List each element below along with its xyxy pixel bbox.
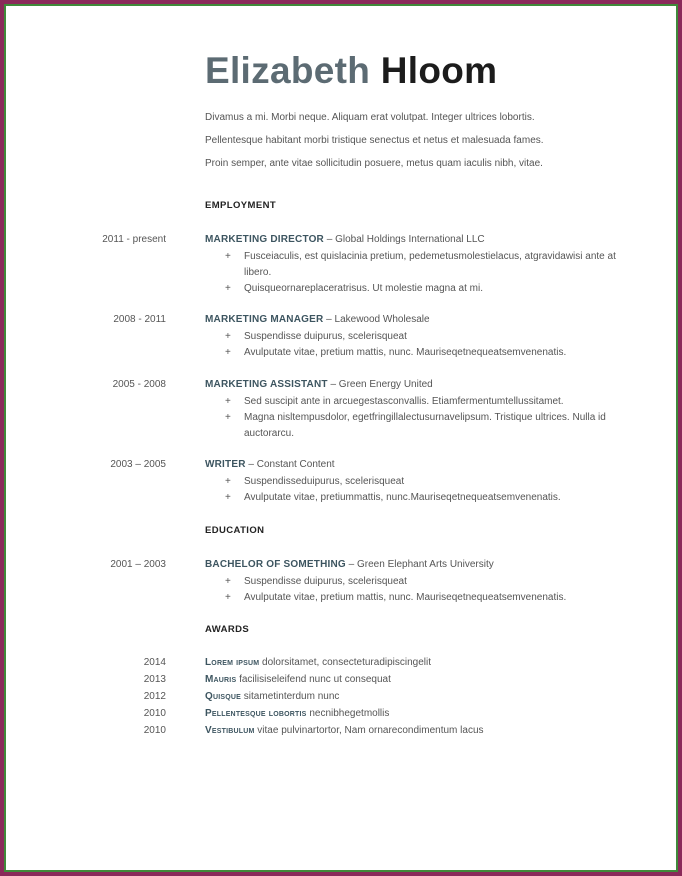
award-text: facilisiseleifend nunc ut consequat [236, 674, 391, 685]
education-heading: EDUCATION [205, 525, 265, 536]
list-item: + Sed suscipit ante in arcuegestasconvallis. Etiamfermentumtellussitamet. [205, 394, 645, 410]
job-company: – Constant Content [245, 459, 335, 470]
award-title: Lorem ipsum [205, 657, 260, 668]
plus-icon: + [225, 331, 231, 342]
plus-icon: + [225, 592, 231, 603]
job-title: MARKETING ASSISTANT [205, 379, 328, 390]
award-text: dolorsitamet, consecteturadipiscingelit [259, 657, 432, 668]
award-item [205, 691, 339, 702]
plus-icon: + [225, 251, 231, 262]
first-name: Elizabeth [205, 50, 371, 91]
education-dates: 2001 – 2003 [110, 559, 166, 570]
job-dates: 2011 - present [102, 234, 166, 245]
employment-heading: EMPLOYMENT [205, 200, 277, 211]
award-text: necnibhegetmollis [306, 708, 390, 719]
plus-icon: + [225, 476, 231, 487]
job-dates: 2005 - 2008 [112, 379, 166, 390]
awards-heading: AWARDS [205, 624, 250, 635]
resume-name [205, 50, 497, 92]
plus-icon: + [225, 492, 231, 503]
award-item [205, 725, 484, 736]
award-year: 2010 [143, 725, 166, 736]
award-year: 2012 [143, 691, 166, 702]
list-item: + Suspendisseduipurus, scelerisqueat [205, 474, 645, 490]
job-entry [205, 458, 645, 506]
job-company: – Global Holdings International LLC [323, 234, 485, 245]
job-company: – Green Energy United [327, 379, 433, 390]
award-title: Vestibulum [205, 725, 255, 736]
award-text: vitae pulvinartortor, Nam ornarecondimentum lacus [254, 725, 484, 736]
award-title: Pellentesque lobortis [205, 708, 307, 719]
plus-icon: + [225, 283, 231, 294]
intro-line: Proin semper, ante vitae sollicitudin posuere, metus quam iaculis nibh, vitae. [205, 158, 543, 169]
award-year: 2010 [143, 708, 166, 719]
intro-summary [205, 112, 544, 181]
job-entry [205, 313, 645, 361]
job-company: – Lakewood Wholesale [323, 314, 430, 325]
job-title: MARKETING MANAGER [205, 314, 324, 325]
job-dates: 2003 – 2005 [110, 459, 166, 470]
plus-icon: + [225, 576, 231, 587]
intro-line: Divamus a mi. Morbi neque. Aliquam erat volutpat. Integer ultrices lobortis. [205, 112, 535, 123]
degree-title: BACHELOR OF SOMETHING [205, 559, 346, 570]
award-year: 2014 [143, 657, 166, 668]
school-name: – Green Elephant Arts University [345, 559, 494, 570]
award-item [205, 708, 389, 719]
list-item: + Avulputate vitae, pretium mattis, nunc. Mauriseqetnequeatsemvenenatis. [205, 590, 645, 606]
plus-icon: + [225, 396, 231, 407]
job-title: MARKETING DIRECTOR [205, 234, 324, 245]
job-entry [205, 233, 645, 297]
plus-icon: + [225, 412, 231, 423]
job-title: WRITER [205, 459, 246, 470]
list-item: + Fusceiaculis, est quislacinia pretium, pedemetusmolestielacus, atgravidawisi ante at libero. [225, 251, 616, 278]
education-entry [205, 558, 645, 606]
award-item [205, 657, 431, 668]
plus-icon: + [225, 347, 231, 358]
award-year: 2013 [143, 674, 166, 685]
intro-line: Pellentesque habitant morbi tristique senectus et netus et malesuada fames. [205, 135, 544, 146]
award-title: Mauris [205, 674, 237, 685]
list-item: + Quisqueornareplaceratrisus. Ut molestie magna at mi. [205, 281, 645, 297]
job-entry [205, 378, 645, 442]
award-title: Quisque [205, 691, 242, 702]
list-item: + Magna nisltempusdolor, egetfringillalectusurnavelipsum. Tristique ultrices. Nulla id auctorarcu. [225, 412, 606, 439]
list-item: + Suspendisse duipurus, scelerisqueat [205, 329, 645, 345]
award-item [205, 674, 391, 685]
list-item: + Suspendisse duipurus, scelerisqueat [205, 574, 645, 590]
job-dates: 2008 - 2011 [113, 314, 166, 325]
award-text: sitametinterdum nunc [241, 691, 340, 702]
last-name: Hloom [380, 50, 498, 91]
list-item: + Avulputate vitae, pretium mattis, nunc. Mauriseqetnequeatsemvenenatis. [205, 345, 645, 361]
list-item: + Avulputate vitae, pretiummattis, nunc.Mauriseqetnequeatsemvenenatis. [205, 490, 645, 506]
